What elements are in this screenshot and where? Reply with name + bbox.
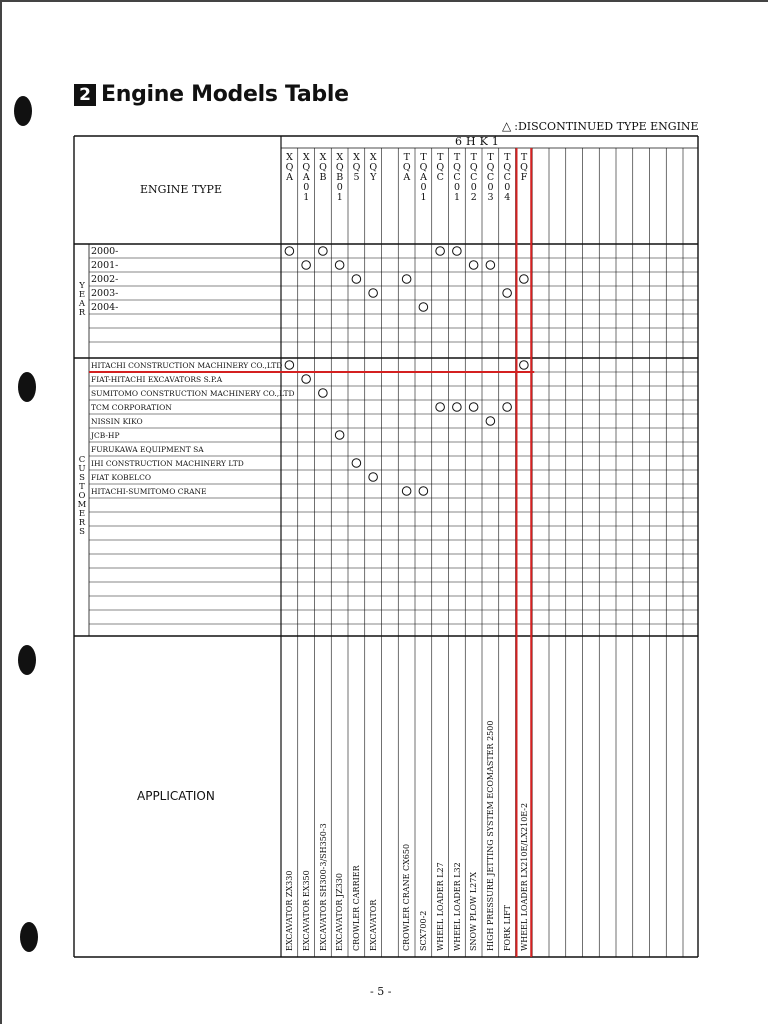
application-label: WHEEL LOADER L27 — [435, 862, 445, 951]
engine-code-letter: T — [504, 152, 511, 163]
year-row-label: 2000- — [91, 246, 119, 257]
engine-code-letter: Q — [352, 162, 361, 173]
customer-row-label: HITACHI-SUMITOMO CRANE — [91, 487, 207, 496]
customer-availability-mark — [486, 417, 495, 426]
year-availability-mark — [486, 261, 495, 270]
engine-code-letter: C — [503, 172, 511, 183]
engine-type-label: ENGINE TYPE — [140, 183, 222, 196]
engine-code-letter: X — [286, 152, 293, 163]
engine-code-letter: Y — [370, 172, 377, 183]
engine-code-letter: 3 — [487, 192, 494, 203]
engine-code-letter: 0 — [504, 182, 511, 193]
application-label: EXCAVATOR EX350 — [301, 870, 311, 951]
application-label: WHEEL LOADER LX210E/LX210E-2 — [519, 802, 529, 951]
engine-code-letter: C — [486, 172, 495, 183]
customer-row-label: FIAT KOBELCO — [91, 473, 151, 482]
application-label: WHEEL LOADER L32 — [452, 862, 462, 951]
customer-availability-mark — [419, 487, 428, 496]
application-label: EXCAVATOR — [368, 899, 378, 951]
year-availability-mark — [503, 289, 512, 298]
engine-code-letter: Q — [319, 162, 327, 173]
year-availability-mark — [453, 247, 462, 256]
engine-code-letter: Q — [520, 162, 528, 173]
engine-code-letter: T — [520, 152, 528, 163]
engine-code-letter: 2 — [470, 192, 477, 203]
year-row-label: 2002- — [91, 274, 119, 285]
customer-availability-mark — [453, 403, 462, 412]
customer-row-label: TCM CORPORATION — [91, 403, 172, 412]
engine-code-letter: 1 — [336, 192, 343, 203]
year-row-label: 2001- — [91, 260, 119, 271]
customer-availability-mark — [319, 389, 328, 398]
application-label: SNOW PLOW L27X — [469, 871, 479, 951]
application-label: CROWLER CARRIER — [352, 865, 361, 951]
section-number: 2 — [74, 84, 96, 106]
year-availability-mark — [319, 247, 328, 256]
legend-text: :DISCONTINUED TYPE ENGINE — [514, 120, 699, 133]
engine-code-letter: 0 — [303, 182, 310, 193]
engine-code-letter: Q — [419, 162, 428, 173]
engine-code-letter: T — [487, 152, 494, 163]
engine-code-letter: F — [520, 172, 528, 183]
year-availability-mark — [520, 275, 529, 284]
customer-availability-mark — [402, 487, 411, 496]
customer-row-label: FIAT-HITACHI EXCAVATORS S.P.A — [91, 375, 223, 384]
year-availability-mark — [419, 303, 428, 312]
engine-code-letter: A — [403, 172, 411, 183]
year-availability-mark — [335, 261, 344, 270]
engine-code-letter: A — [420, 172, 427, 183]
engine-code-letter: Q — [436, 162, 445, 173]
engine-code-letter: A — [302, 172, 310, 183]
triangle-icon: △ — [502, 119, 512, 133]
engine-code-letter: T — [453, 152, 461, 163]
engine-code-letter: Q — [469, 162, 478, 173]
year-availability-mark — [402, 275, 411, 284]
engine-code-letter: X — [302, 152, 310, 163]
application-label: CROWLER CRANE CX650 — [402, 843, 412, 951]
engine-code-letter: A — [286, 172, 293, 183]
customer-row-label: FURUKAWA EQUIPMENT SA — [91, 445, 204, 454]
year-row-label: 2004- — [91, 302, 119, 313]
engine-code-letter: T — [437, 152, 444, 163]
engine-code-letter: T — [470, 152, 477, 163]
section-title: Engine Models Table — [101, 82, 349, 107]
application-section-label: APPLICATION — [137, 789, 215, 803]
engine-code-letter: 1 — [453, 192, 461, 203]
engine-code-letter: X — [369, 152, 377, 163]
engine-code-letter: Q — [285, 162, 294, 173]
engine-code-letter: B — [319, 172, 327, 183]
year-availability-mark — [436, 247, 445, 256]
engine-code-letter: Q — [302, 162, 311, 173]
application-label: EXCAVATOR JZ330 — [335, 873, 345, 951]
application-label: SCX700-2 — [419, 910, 428, 951]
customer-availability-mark — [369, 473, 378, 482]
year-availability-mark — [352, 275, 361, 284]
customer-availability-mark — [520, 361, 529, 370]
year-availability-mark — [369, 289, 378, 298]
year-availability-mark — [302, 261, 311, 270]
customer-row-label: JCB-HP — [91, 431, 120, 440]
engine-code-letter: 0 — [470, 182, 477, 193]
application-label: EXCAVATOR SH300-3/SH350-3 — [318, 823, 328, 951]
customer-row-label: SUMITOMO CONSTRUCTION MACHINERY CO.,LTD — [91, 389, 295, 398]
engine-code-letter: 5 — [353, 172, 360, 183]
engine-code-letter: C — [453, 172, 461, 183]
application-label: HIGH PRESSURE JETTING SYSTEM ECOMASTER 2500 — [486, 720, 495, 951]
customer-row-label: NISSIN KIKO — [91, 417, 143, 426]
engine-code-letter: Q — [453, 162, 461, 173]
year-side-label: Y E A R — [78, 281, 86, 318]
engine-code-letter: T — [403, 152, 410, 163]
engine-code-letter: 0 — [336, 182, 343, 193]
engine-code-letter: C — [470, 172, 478, 183]
engine-code-letter: 0 — [487, 182, 494, 193]
customer-availability-mark — [436, 403, 445, 412]
engine-code-letter: Q — [335, 162, 344, 173]
engine-family-label: 6HK1 — [455, 135, 503, 148]
application-label: FORK LIFT — [502, 904, 512, 951]
customer-availability-mark — [469, 403, 478, 412]
engine-code-letter: Q — [486, 162, 495, 173]
year-row-label: 2003- — [91, 288, 119, 299]
customer-availability-mark — [285, 361, 294, 370]
engine-code-letter: X — [336, 152, 344, 163]
engine-code-letter: 1 — [303, 192, 310, 203]
application-label: EXCAVATOR ZX330 — [285, 870, 294, 951]
engine-code-letter: Q — [503, 162, 512, 173]
engine-code-letter: 1 — [420, 192, 427, 203]
customer-row-label: HITACHI CONSTRUCTION MACHINERY CO.,LTD — [91, 361, 283, 370]
engine-code-letter: 4 — [504, 192, 511, 203]
engine-code-letter: Q — [402, 162, 411, 173]
engine-code-letter: X — [319, 152, 327, 163]
engine-code-letter: X — [353, 152, 360, 163]
customers-side-label: C U S T O M E R S — [77, 455, 87, 537]
page-number: - 5 - — [370, 985, 392, 998]
customer-availability-mark — [335, 431, 344, 440]
engine-code-letter: B — [336, 172, 344, 183]
engine-code-letter: 0 — [420, 182, 427, 193]
engine-code-letter: C — [436, 172, 444, 183]
customer-row-label: IHI CONSTRUCTION MACHINERY LTD — [91, 459, 244, 468]
engine-code-letter: Q — [369, 162, 378, 173]
engine-code-letter: 0 — [453, 182, 461, 193]
customer-availability-mark — [503, 403, 512, 412]
customer-availability-mark — [302, 375, 311, 384]
engine-code-letter: T — [420, 152, 427, 163]
customer-availability-mark — [352, 459, 361, 468]
year-availability-mark — [285, 247, 294, 256]
year-availability-mark — [469, 261, 478, 270]
